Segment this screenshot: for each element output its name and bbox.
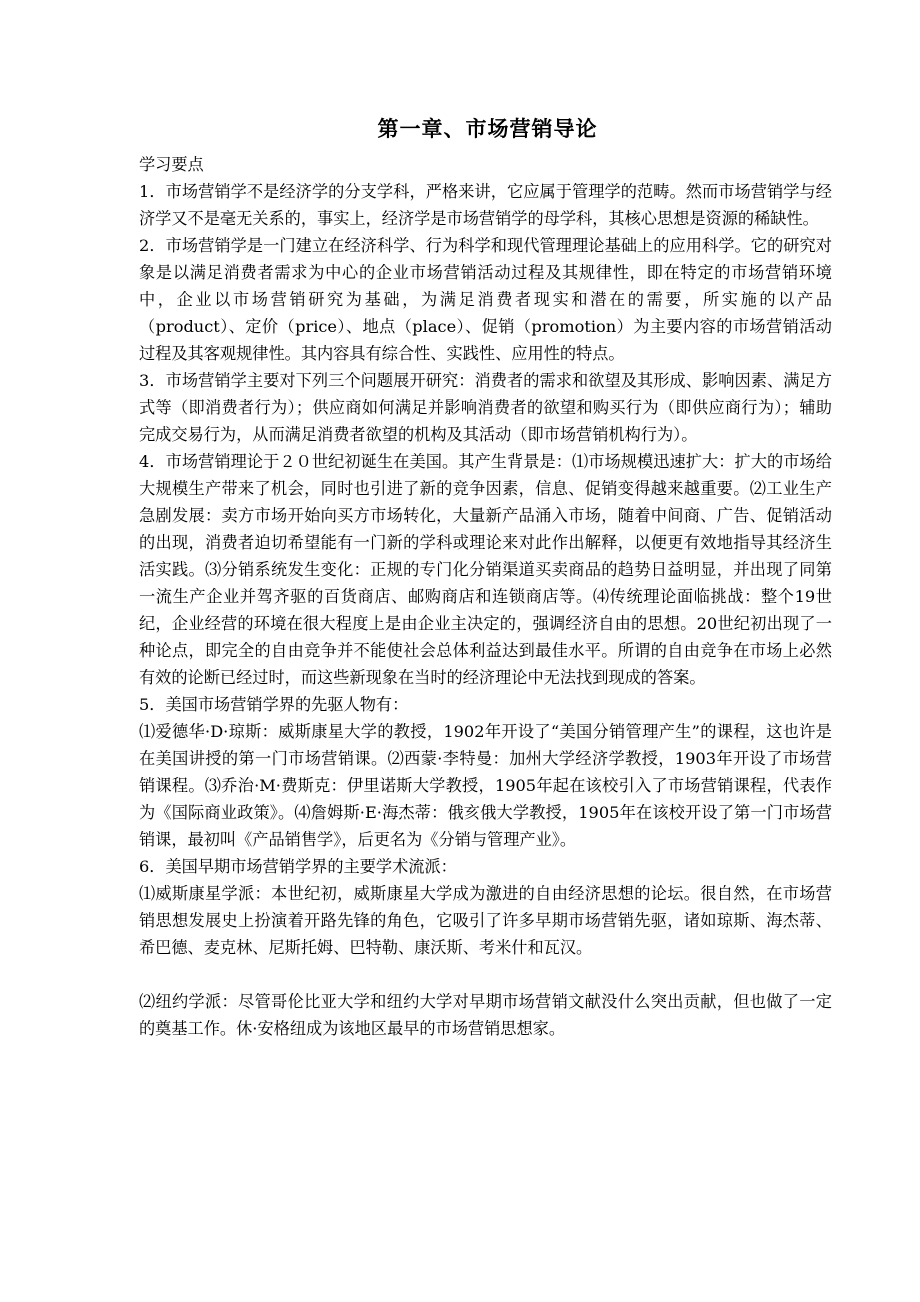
section-heading: 学习要点 [139,155,204,174]
paragraph-3: 3．市场营销学主要对下列三个问题展开研究：消费者的需求和欲望及其形成、影响因素、满足方式等（即消费者行为）；供应商如何满足并影响消费者的欲望和购买行为（即供应商行为）；辅助完成交易行为，从而满足消费者欲望的机构及其活动（即市场营销机构行为）。 [139,371,832,444]
chapter-title: 第一章、市场营销导论 [377,116,598,141]
paragraph-6-wisconsin: ⑴威斯康星学派：本世纪初，威斯康星大学成为激进的自由经济思想的论坛。很自然，在市场营销思想发展史上扮演着开路先锋的角色，它吸引了许多早期市场营销先驱，诸如琼斯、海杰蒂、希巴德、麦克林、尼斯托姆、巴特勒、康沃斯、考米什和瓦汉。 [139,884,832,957]
paragraph-2: 2．市场营销学是一门建立在经济科学、行为科学和现代管理理论基础上的应用科学。它的研究对象是以满足消费者需求为中心的企业市场营销活动过程及其规律性，即在特定的市场营销环境中，企业以市场营销研究为基础，为满足消费者现实和潜在的需要，所实施的以产品（product）、定价（price）、地点（place）、促销（promotion）为主要内容的市场营销活动过程及其客观规律性。其内容具有综合性、实践性、应用性的特点。 [139,236,832,363]
paragraph-6-newyork: ⑵纽约学派：尽管哥伦比亚大学和纽约大学对早期市场营销文献没什么突出贡献，但也做了一定的奠基工作。休·安格纽成为该地区最早的市场营销思想家。 [139,992,832,1038]
paragraph-6-heading: 6．美国早期市场营销学界的主要学术流派： [139,857,457,876]
paragraph-4: 4．市场营销理论于２０世纪初诞生在美国。其产生背景是：⑴市场规模迅速扩大：扩大的市场给大规模生产带来了机会，同时也引进了新的竞争因素，信息、促销变得越来越重要。⑵工业生产急剧发展：卖方市场开始向买方市场转化，大量新产品涌入市场，随着中间商、广告、促销活动的出现，消费者迫切希望能有一门新的学科或理论来对此作出解释，以便更有效地指导其经济生活实践。⑶分销系统发生变化：正规的专门化分销渠道买卖商品的趋势日益明显，并出现了同第一流生产企业并驾齐驱的百货商店、邮购商店和连锁商店等。⑷传统理论面临挑战：整个19世纪，企业经营的环境在很大程度上是由企业主决定的，强调经济自由的思想。20世纪初出现了一种论点，即完全的自由竞争并不能使社会总体利益达到最佳水平。所谓的自由竞争在市场上必然有效的论断已经过时，而这些新现象在当时的经济理论中无法找到现成的答案。 [139,452,832,687]
paragraph-5-heading: 5．美国市场营销学界的先驱人物有： [139,695,409,714]
blank-line [139,961,832,988]
paragraph-5-body: ⑴爱德华·D·琼斯：威斯康星大学的教授，1902年开设了“美国分销管理产生”的课程，这也许是在美国讲授的第一门市场营销课。⑵西蒙·李特曼：加州大学经济学教授，1903年开设了市场营销课程。⑶乔治·M·费斯克：伊里诺斯大学教授，1905年起在该校引入了市场营销课程，代表作为《国际商业政策》。⑷詹姆斯·E·海杰蒂：俄亥俄大学教授，1905年在该校开设了第一门市场营销课，最初叫《产品销售学》，后更名为《分销与管理产业》。 [139,722,832,849]
paragraph-1: 1．市场营销学不是经济学的分支学科，严格来讲，它应属于管理学的范畴。然而市场营销学与经济学又不是毫无关系的，事实上，经济学是市场营销学的母学科，其核心思想是资源的稀缺性。 [139,182,832,228]
